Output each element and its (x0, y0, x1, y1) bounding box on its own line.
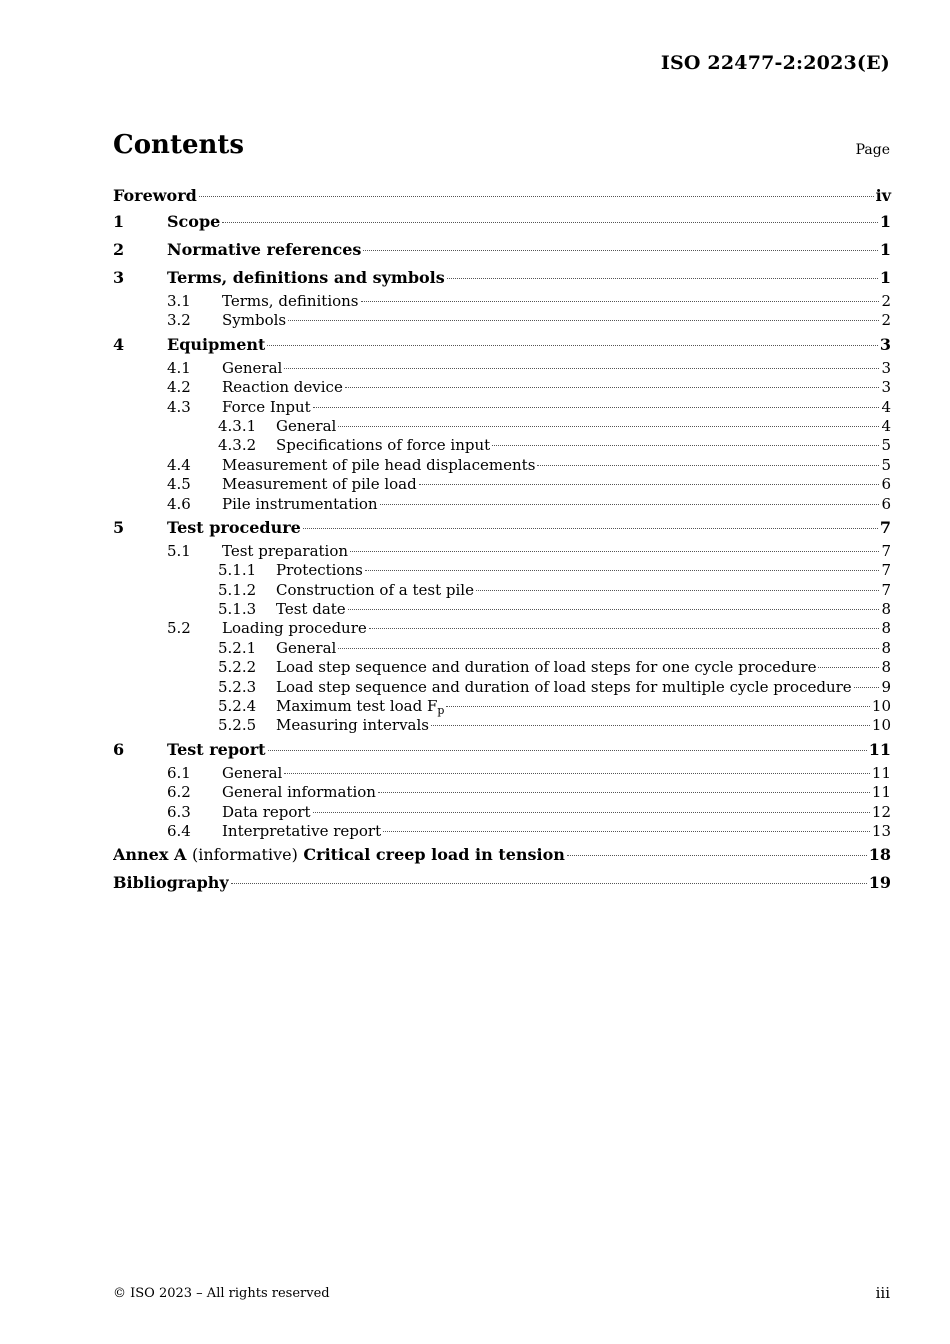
toc-entry-title (222, 398, 311, 417)
toc-entry-number: 5.1.2 (218, 580, 257, 599)
dot-leader (419, 484, 880, 485)
dot-leader (345, 387, 880, 388)
dot-leader (284, 368, 879, 369)
toc-entry-title-text: Test preparation (222, 541, 349, 560)
toc-entry-number: 4.3 (167, 397, 191, 416)
toc-entry-title (222, 619, 367, 638)
toc-entry-title-text: Scope (167, 212, 221, 231)
toc-entry-title (167, 208, 220, 236)
dot-leader (348, 609, 880, 610)
toc-entry-page: 5 (881, 436, 891, 455)
toc-entry-page: 1 (879, 212, 891, 231)
toc-entry-title-text: General (222, 358, 283, 377)
toc-entry-number: 4.4 (167, 455, 191, 474)
toc-entry-title (276, 658, 816, 677)
dot-leader (222, 222, 878, 223)
toc-entry[interactable] (113, 697, 891, 716)
dot-leader (818, 667, 879, 668)
dot-leader (431, 725, 870, 726)
toc-entry-number: 4.3.2 (218, 436, 257, 455)
toc-entry-page: 18 (868, 845, 891, 865)
toc-entry-title (113, 184, 197, 208)
toc-entry-number: 4 (113, 334, 125, 354)
toc-entry-title-text: Measuring intervals (276, 716, 429, 735)
toc-entry[interactable] (113, 475, 891, 494)
dot-leader (313, 407, 880, 408)
dot-leader (231, 883, 867, 884)
toc-entry-title (276, 417, 336, 436)
toc-entry-title-text: Terms, definitions and symbols (167, 268, 445, 287)
toc-entry[interactable] (113, 658, 891, 677)
toc-entry[interactable] (113, 803, 891, 822)
toc-entry-number: 5 (113, 517, 125, 537)
toc-entry-title (276, 436, 490, 455)
toc-entry-title-text: Equipment (167, 334, 266, 354)
toc-entry[interactable] (113, 678, 891, 697)
dot-leader (338, 648, 879, 649)
toc-entry-number: 2 (113, 240, 125, 259)
toc-entry-page: 2 (881, 292, 891, 310)
toc-entry-page: 7 (881, 541, 891, 560)
toc-entry-page: 9 (881, 677, 891, 696)
toc-entry-number: 6 (113, 739, 125, 759)
dot-leader (313, 812, 870, 813)
toc-entry-page: 6 (881, 475, 891, 494)
toc-entry[interactable] (113, 456, 891, 475)
toc-entry-page: iv (875, 186, 891, 205)
toc-entry-number: 5.2.5 (218, 716, 257, 735)
toc-entry-title (167, 736, 266, 764)
toc-entry-number: 4.3.1 (218, 416, 257, 435)
toc-entry-number: 4.1 (167, 358, 191, 377)
toc-entry-title-text: General (276, 416, 337, 435)
toc-entry-page: 3 (879, 334, 891, 354)
toc-entry-number: 6.3 (167, 802, 191, 821)
toc-entry-number: 6.4 (167, 821, 191, 840)
toc-entry-title (222, 378, 343, 397)
dot-leader (537, 465, 879, 466)
toc-entry[interactable] (113, 600, 891, 619)
toc-entry-title-text: General (222, 763, 283, 782)
annex-title-group (113, 841, 565, 869)
toc-entry-page: 8 (881, 600, 891, 619)
toc-entry[interactable] (113, 311, 891, 330)
toc-entry-title (222, 495, 378, 514)
toc-entry-annex[interactable] (113, 841, 891, 869)
toc-entry-page: 8 (881, 619, 891, 638)
toc-entry-title (276, 581, 474, 600)
toc-entry-title-text: General information (222, 783, 376, 802)
toc-entry-title-text: Force Input (222, 397, 311, 416)
contents-heading: Contents (113, 130, 245, 160)
toc-entry-title-text: Protections (276, 561, 363, 580)
dot-leader (447, 278, 878, 279)
dot-leader (854, 687, 880, 688)
dot-leader (567, 855, 867, 856)
toc-entry-title (222, 764, 282, 783)
toc-entry[interactable] (113, 292, 891, 311)
toc-entry-page: 4 (881, 416, 891, 435)
toc-entry-title-text: Foreword (113, 186, 197, 205)
toc-entry-number: 3.2 (167, 311, 191, 330)
toc-entry[interactable] (113, 436, 891, 455)
dot-leader (378, 792, 870, 793)
toc-entry-title (276, 600, 346, 619)
toc-entry-page: 6 (881, 494, 891, 513)
toc-entry-title-text: Test date (276, 600, 346, 619)
toc-entry[interactable] (113, 822, 891, 841)
toc-entry-title (222, 783, 376, 802)
toc-entry-title-text: Symbols (222, 311, 287, 330)
dot-leader (350, 551, 879, 552)
toc-entry-number: 4.6 (167, 494, 191, 513)
toc-entry-title-text: Interpretative report (222, 821, 382, 840)
toc-entry[interactable] (113, 619, 891, 638)
toc-entry-title (167, 264, 445, 292)
dot-leader (268, 750, 867, 751)
toc-entry-number: 3.1 (167, 292, 191, 310)
toc-entry[interactable] (113, 736, 891, 764)
document-id: ISO 22477-2:2023(E) (660, 52, 890, 74)
toc-entry-number: 3 (113, 268, 125, 287)
toc-entry-title-text: Load step sequence and duration of load steps for one cycle procedure (276, 658, 817, 677)
dot-leader (361, 301, 880, 302)
annex-label: Annex A (113, 845, 187, 865)
toc-entry-title-text: Measurement of pile load (222, 475, 417, 494)
toc-entry-number: 4.2 (167, 378, 191, 397)
bibliography-title: Bibliography (113, 873, 229, 893)
annex-qualifier: (informative) (191, 845, 298, 865)
toc-entry[interactable] (113, 398, 891, 417)
toc-entry[interactable] (113, 495, 891, 514)
page-number: iii (875, 1284, 890, 1302)
toc-entry[interactable] (113, 184, 891, 208)
toc-entry-title (167, 236, 361, 264)
toc-entry-title (167, 331, 265, 359)
dot-leader (369, 628, 880, 629)
toc-entry-title-text: Loading procedure (222, 619, 367, 638)
toc-entry-title (222, 359, 282, 378)
toc-entry-number: 5.2.2 (218, 658, 257, 677)
toc-entry-title-text: Specifications of force input (276, 436, 491, 455)
toc-entry-page: 12 (871, 802, 891, 821)
toc-entry-title-text: Maximum test load F (276, 697, 438, 716)
toc-entry[interactable] (113, 542, 891, 561)
toc-entry-number: 5.1.3 (218, 600, 257, 619)
toc-entry-page: 8 (881, 658, 891, 677)
toc-entry-page: 5 (881, 455, 891, 474)
toc-entry-title-text: Normative references (167, 240, 362, 259)
toc-entry-number: 6.2 (167, 783, 191, 802)
toc-entry[interactable] (113, 417, 891, 436)
toc-entry-title (276, 561, 363, 580)
dot-leader (267, 345, 877, 346)
toc-entry[interactable] (113, 331, 891, 359)
toc-entry-title-text: Test procedure (167, 517, 301, 537)
toc-entry-page: 11 (868, 739, 891, 759)
toc-entry-page: 1 (879, 268, 891, 287)
toc-entry-page: 4 (881, 397, 891, 416)
toc-entry-number: 5.2.1 (218, 638, 257, 657)
toc-entry-title (276, 678, 852, 697)
toc-entry[interactable] (113, 783, 891, 802)
toc-entry-title-text: Pile instrumentation (222, 494, 378, 513)
dot-leader (284, 773, 870, 774)
toc-entry-page: 1 (879, 240, 891, 259)
toc-entry-page: 19 (868, 873, 891, 893)
dot-leader (338, 426, 879, 427)
toc-entry-number: 4.5 (167, 475, 191, 494)
toc-entry-page: 10 (871, 716, 891, 735)
dot-leader (383, 831, 870, 832)
toc-entry-number: 5.2.4 (218, 697, 257, 716)
toc-entry-title-subscript: p (437, 704, 445, 718)
toc-entry-title-text: Data report (222, 802, 311, 821)
dot-leader (199, 196, 874, 197)
toc-entry[interactable] (113, 639, 891, 658)
toc-entry-title-text: Measurement of pile head displacements (222, 455, 536, 474)
toc-entry-page: 7 (879, 517, 891, 537)
toc-entry[interactable] (113, 581, 891, 600)
toc-entry[interactable] (113, 359, 891, 378)
toc-entry-title (276, 639, 336, 658)
toc-entry-title (222, 822, 381, 841)
toc-entry-bibliography[interactable] (113, 869, 891, 897)
toc-entry[interactable] (113, 514, 891, 542)
toc-entry-title-text: Terms, definitions (222, 292, 359, 310)
toc-entry-title-text: Construction of a test pile (276, 580, 474, 599)
table-of-contents (113, 184, 891, 897)
toc-entry-page: 8 (881, 638, 891, 657)
toc-entry-title (222, 475, 417, 494)
dot-leader (380, 504, 880, 505)
dot-leader (365, 570, 880, 571)
toc-entry[interactable] (113, 208, 891, 236)
toc-entry-page: 13 (871, 821, 891, 840)
toc-entry-number: 1 (113, 212, 125, 231)
toc-entry-title (222, 803, 311, 822)
toc-entry-page: 7 (881, 580, 891, 599)
toc-entry-page: 3 (881, 378, 891, 397)
dot-leader (288, 320, 879, 321)
toc-entry-title-text: General (276, 638, 337, 657)
dot-leader (303, 528, 878, 529)
toc-entry-number: 5.2.3 (218, 677, 257, 696)
toc-entry-title-text: Test report (167, 739, 266, 759)
toc-entry-title-text: Reaction device (222, 378, 343, 397)
copyright-notice: © ISO 2023 – All rights reserved (113, 1286, 330, 1301)
toc-entry[interactable] (113, 561, 891, 580)
annex-title: Critical creep load in tension (303, 845, 565, 865)
toc-entry-page: 2 (881, 311, 891, 330)
toc-entry-title (222, 456, 535, 475)
toc-entry-title-text: Load step sequence and duration of load steps for multiple cycle procedure (276, 677, 852, 696)
toc-entry[interactable] (113, 378, 891, 397)
toc-entry-number: 5.1.1 (218, 561, 257, 580)
toc-entry-title (167, 514, 301, 542)
toc-entry-title (222, 311, 286, 330)
toc-entry-page: 7 (881, 561, 891, 580)
dot-leader (446, 706, 869, 707)
toc-entry-number: 5.2 (167, 619, 191, 638)
toc-entry-page: 10 (871, 697, 891, 716)
toc-entry-number: 6.1 (167, 763, 191, 782)
toc-entry-page: 3 (881, 358, 891, 377)
dot-leader (363, 250, 877, 251)
toc-entry[interactable] (113, 236, 891, 264)
page-column-label: Page (855, 142, 890, 158)
toc-entry[interactable] (113, 264, 891, 292)
toc-entry[interactable] (113, 764, 891, 783)
toc-entry-title (222, 542, 348, 561)
toc-entry-title (222, 292, 359, 311)
dot-leader (476, 590, 880, 591)
toc-entry-page: 11 (871, 763, 891, 782)
toc-entry[interactable] (113, 716, 891, 735)
dot-leader (492, 445, 879, 446)
toc-entry-page: 11 (871, 783, 891, 802)
toc-entry-title (276, 716, 429, 735)
toc-entry-number: 5.1 (167, 541, 191, 560)
